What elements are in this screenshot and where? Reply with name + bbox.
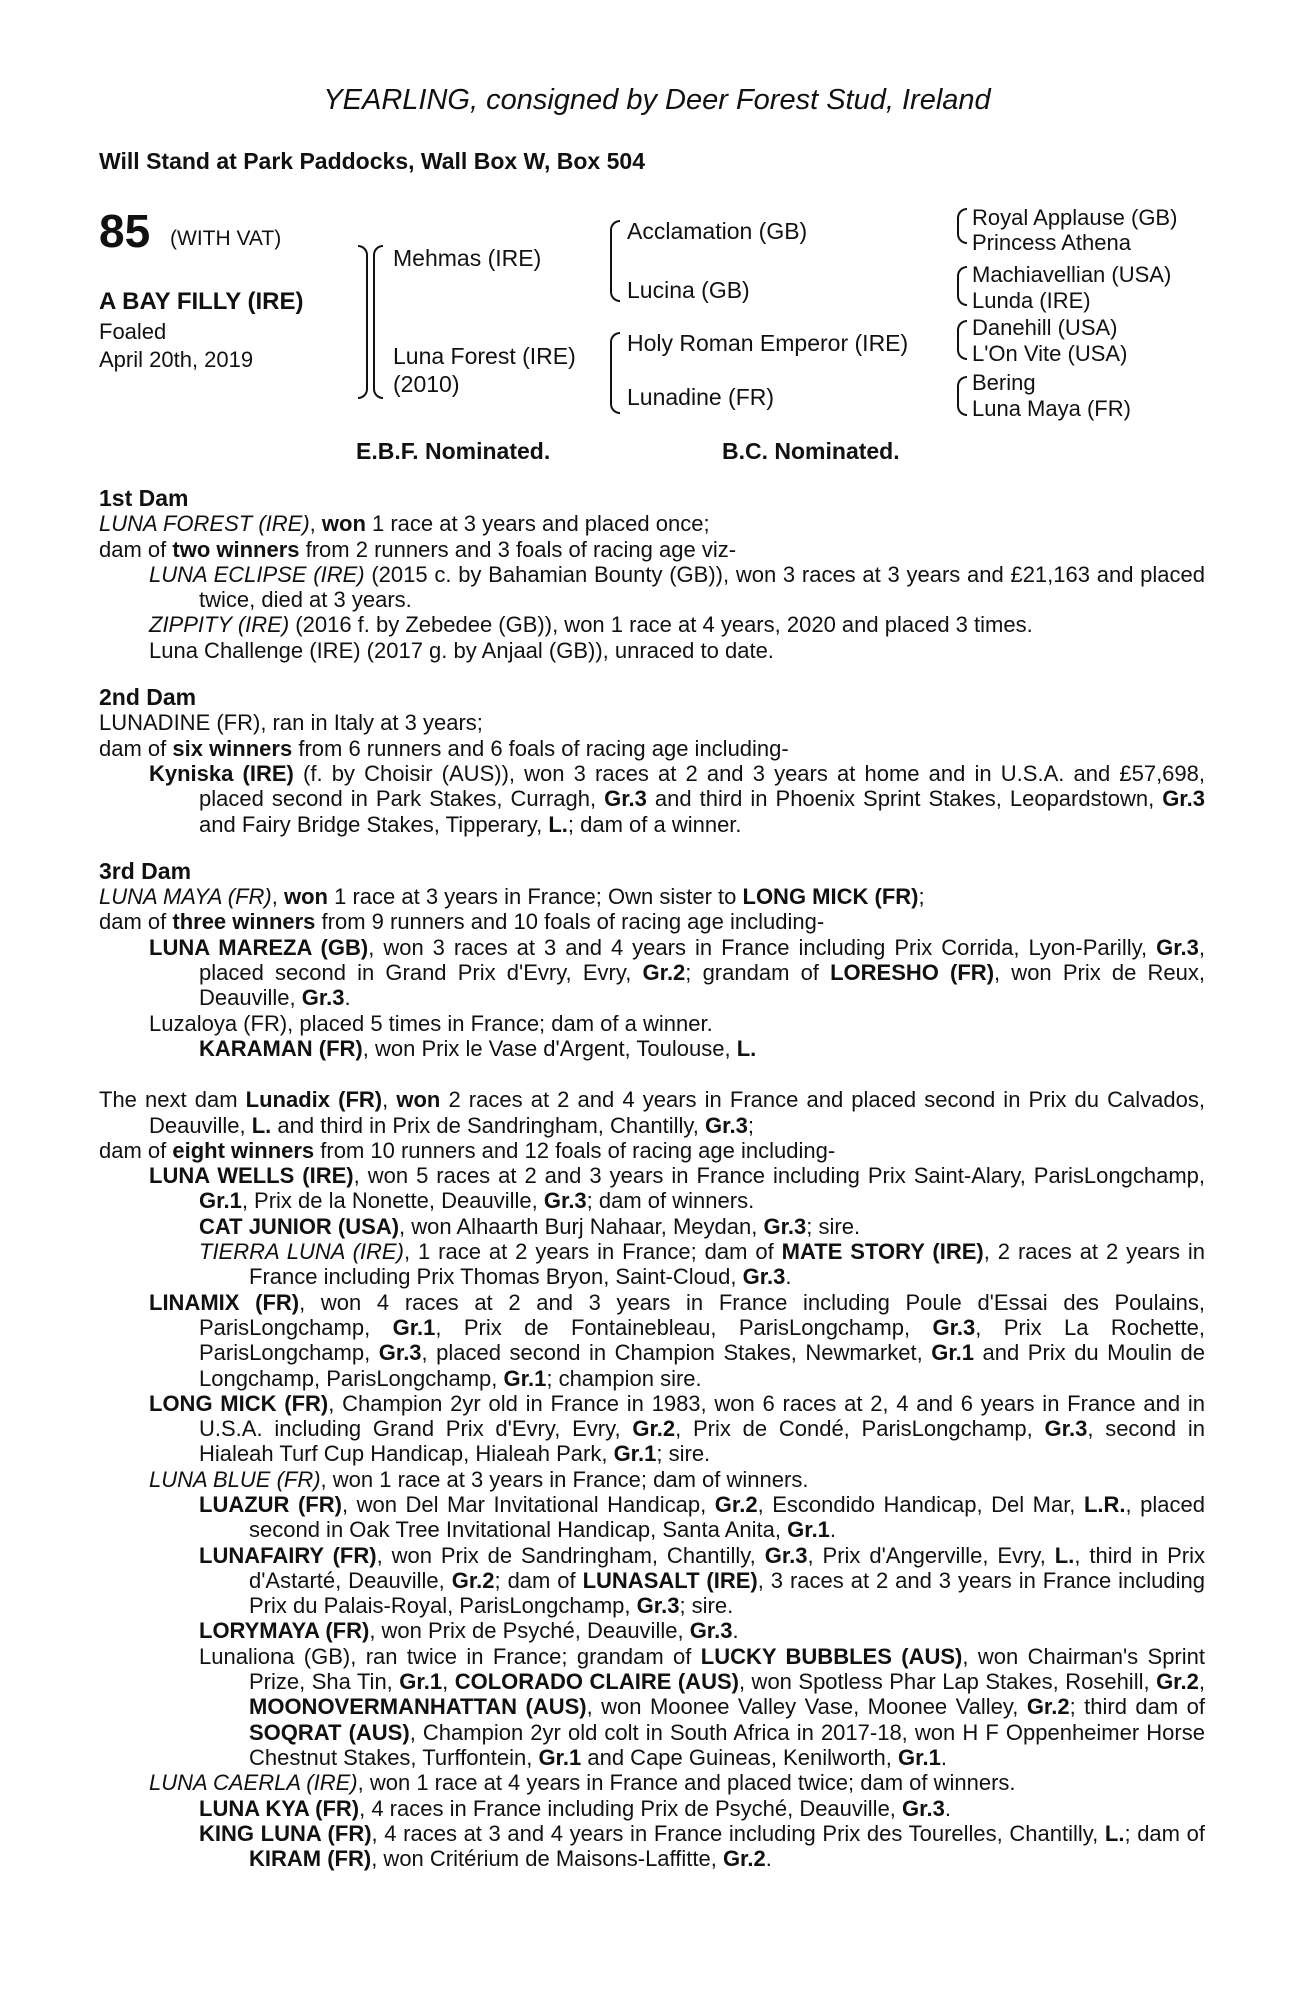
- horse-name: A BAY FILLY (IRE): [99, 288, 304, 315]
- page-title: YEARLING, consigned by Deer Forest Stud, Ireland: [323, 84, 991, 116]
- grade: Gr.3: [604, 786, 647, 812]
- text: , won 1 race at 3 years in France; dam of winners.: [320, 1466, 809, 1492]
- catalogue-body: [99, 486, 1205, 1871]
- text: 1 race at 3 years and placed once;: [365, 511, 710, 537]
- grade: Gr.2: [714, 1491, 758, 1517]
- text: , Champion 2yr old in France in 1983, won 6 races at 2, 4 and 6 years in France and in U.S.A. including Grand Prix d'Evry, Evry,: [199, 1390, 1206, 1442]
- horse-name: LUNASALT (IRE): [582, 1567, 758, 1593]
- dam-line: LUNADINE (FR), ran in Italy at 3 years;: [99, 710, 483, 736]
- ebf-nomination: E.B.F. Nominated.: [356, 438, 551, 464]
- vat-note: (WITH VAT): [170, 227, 282, 250]
- grade: Gr.1: [399, 1669, 443, 1695]
- foaled-label: Foaled: [99, 319, 167, 344]
- grade: L.: [1054, 1542, 1075, 1568]
- text: , won 4 races at 2 and 3 years in France including Poule d'Essai des Poulains, ParisLongchamp,: [199, 1289, 1206, 1340]
- text: , won Prix de Sandringham, Chantilly,: [376, 1542, 765, 1568]
- text: , Prix de Condé, ParisLongchamp,: [675, 1416, 1045, 1442]
- produce-entry: [99, 612, 1205, 637]
- pedigree-brace: [373, 245, 383, 399]
- horse-name: LINAMIX (FR): [149, 1289, 300, 1315]
- text: (2016 f. by Zebedee (GB)), won 1 race at 4 years, 2020 and placed 3 times.: [289, 612, 1033, 638]
- text: .: [829, 1517, 837, 1543]
- horse-name: LUNA MAREZA (GB): [149, 934, 369, 960]
- horse-name: LUNAFAIRY (FR): [199, 1542, 377, 1568]
- grade: Gr.2: [1156, 1669, 1199, 1695]
- grade: Gr.1: [199, 1188, 242, 1214]
- produce-entry: [99, 562, 1205, 613]
- text: ,: [442, 1669, 455, 1695]
- ggd-2: Lunda (IRE): [972, 288, 1091, 313]
- text: (2015 c. by Bahamian Bounty (GB)), won 3 races at 3 years and £21,163 and placed twice, died at 3 years.: [199, 561, 1205, 613]
- sire-name: Mehmas (IRE): [393, 245, 542, 271]
- second-dam-section: [99, 685, 1205, 837]
- produce-entry: [99, 1391, 1205, 1467]
- grade: Gr.1: [931, 1340, 975, 1366]
- text: .: [344, 985, 351, 1011]
- lot-number: 85: [99, 205, 151, 257]
- text: , third in Prix d'Astarté, Deauville,: [249, 1542, 1206, 1593]
- text: dam of: [99, 536, 173, 562]
- text: ;: [918, 884, 925, 910]
- grade: Gr.2: [451, 1567, 495, 1593]
- produce-entry: [99, 1770, 1205, 1795]
- grade: Gr.2: [642, 960, 686, 986]
- text: , 3 races at 2 and 3 years in France including Prix du Palais-Royal, ParisLongchamp,: [249, 1567, 1205, 1619]
- text: ;: [747, 1112, 754, 1138]
- text: , Prix La Rochette, ParisLongchamp,: [199, 1314, 1205, 1366]
- foaled-date: April 20th, 2019: [99, 347, 254, 372]
- horse-name: Kyniska (IRE): [149, 760, 294, 786]
- grade: Gr.2: [722, 1846, 766, 1872]
- grade: Gr.1: [898, 1744, 941, 1770]
- produce-entry: [99, 1618, 1205, 1643]
- text: , 4 races at 3 and 4 years in France including Prix des Tourelles, Chantilly,: [371, 1820, 1105, 1846]
- grade: L.R.: [1083, 1491, 1126, 1517]
- third-dam-section: [99, 859, 1205, 1061]
- text: from 9 runners and 10 foals of racing age including-: [315, 909, 825, 935]
- text: The next dam: [99, 1087, 246, 1113]
- text: , won Critérium de Maisons-Laffitte,: [371, 1846, 723, 1872]
- grade: Gr.3: [1044, 1416, 1088, 1442]
- horse-name: LUAZUR (FR): [199, 1491, 342, 1517]
- produce-entry: [99, 1214, 1205, 1239]
- grade: L.: [1104, 1820, 1125, 1846]
- text: 2 races at 2 and 4 years in France and placed second in Prix du Calvados, Deauville,: [149, 1087, 1205, 1138]
- text: , won Prix de Reux, Deauville,: [199, 960, 1205, 1011]
- horse-name: LONG MICK (FR): [742, 884, 919, 910]
- produce-summary: [99, 736, 1205, 761]
- dam-line: [99, 1087, 1205, 1138]
- horse-name: LUNA ECLIPSE (IRE): [149, 561, 365, 587]
- grade: Gr.1: [787, 1517, 830, 1543]
- text: ; sire.: [679, 1593, 734, 1619]
- grade: Gr.3: [764, 1542, 808, 1568]
- won-text: won: [321, 511, 366, 537]
- grade: L.: [736, 1035, 757, 1061]
- horse-name: COLORADO CLAIRE (AUS): [454, 1669, 739, 1695]
- text: , 2 races at 2 years in France including Prix Thomas Bryon, Saint-Cloud,: [249, 1239, 1206, 1290]
- horse-name: CAT JUNIOR (USA): [199, 1213, 400, 1239]
- grade: Gr.1: [392, 1314, 436, 1340]
- dam-year: (2010): [393, 371, 460, 397]
- text: and third in Phoenix Sprint Stakes, Leopardstown,: [646, 786, 1163, 812]
- text: ,: [382, 1087, 397, 1113]
- horse-name: MATE STORY (IRE): [781, 1239, 984, 1265]
- dam-line: [99, 884, 1205, 909]
- text: ; dam of winners.: [586, 1188, 755, 1214]
- text: from 2 runners and 3 foals of racing age viz-: [299, 536, 737, 562]
- horse-name: LUNA KYA (FR): [199, 1795, 360, 1821]
- pedigree-brace: [957, 320, 967, 360]
- granddam-sire: Lucina (GB): [627, 277, 750, 303]
- grade: Gr.3: [705, 1112, 748, 1138]
- horse-name: LUNA BLUE (FR): [149, 1466, 321, 1492]
- text: and Cape Guineas, Kenilworth,: [581, 1744, 898, 1770]
- grandsire-dam: Holy Roman Emperor (IRE): [627, 330, 909, 356]
- horse-name: LUNA CAERLA (IRE): [149, 1770, 358, 1796]
- grade: Gr.1: [538, 1744, 582, 1770]
- horse-name: MOONOVERMANHATTAN (AUS): [249, 1694, 587, 1720]
- text: , won Moonee Valley Vase, Moonee Valley,: [586, 1694, 1027, 1720]
- produce-summary: [99, 909, 1205, 934]
- produce-summary: [99, 1138, 1205, 1163]
- won-text: won: [284, 884, 328, 910]
- produce-entry: [99, 1644, 1205, 1770]
- winners-count: three winners: [172, 909, 316, 935]
- grade: Gr.1: [503, 1365, 547, 1391]
- granddam-dam: Lunadine (FR): [627, 384, 775, 410]
- grandsire-sire: Acclamation (GB): [627, 218, 808, 244]
- text: ; dam of: [494, 1567, 583, 1593]
- produce-entry: [99, 1467, 1205, 1492]
- horse-name: LORYMAYA (FR): [199, 1618, 370, 1644]
- text: , placed second in Oak Tree Invitational Handicap, Santa Anita,: [249, 1491, 1205, 1543]
- bc-nomination: B.C. Nominated.: [722, 438, 900, 464]
- produce-entry: [99, 1163, 1205, 1214]
- dam-name: LUNA FOREST (IRE): [99, 511, 310, 537]
- horse-name: KIRAM (FR): [249, 1846, 372, 1872]
- text: , second in Hialeah Turf Cup Handicap, Hialeah Park,: [199, 1416, 1206, 1467]
- produce-entry: Luna Challenge (IRE) (2017 g. by Anjaal (GB)), unraced to date.: [149, 637, 774, 663]
- produce-entry: [99, 1796, 1205, 1821]
- text: dam of: [99, 735, 173, 761]
- winners-count: eight winners: [172, 1137, 315, 1163]
- grade: Gr.2: [632, 1416, 676, 1442]
- text: dam of: [99, 909, 173, 935]
- ggd-1: Princess Athena: [972, 230, 1131, 255]
- text: , placed second in Grand Prix d'Evry, Evry,: [199, 934, 1206, 986]
- text: , 1 race at 2 years in France; dam of: [403, 1239, 782, 1265]
- text: ; dam of: [1124, 1820, 1205, 1846]
- text: .: [765, 1846, 772, 1872]
- grade: Gr.3: [763, 1213, 807, 1239]
- grade: Gr.3: [902, 1795, 945, 1821]
- text: .: [785, 1264, 792, 1290]
- produce-entry: [99, 935, 1205, 1011]
- text: and Prix du Moulin de Longchamp, ParisLongchamp,: [199, 1340, 1205, 1391]
- text: , Prix de la Nonette, Deauville,: [241, 1188, 544, 1214]
- produce-entry: [99, 1290, 1205, 1391]
- produce-entry: [99, 761, 1205, 837]
- text: and Fairy Bridge Stakes, Tipperary,: [199, 811, 549, 837]
- grade: Gr.1: [613, 1441, 657, 1467]
- text: , won Alhaarth Burj Nahaar, Meydan,: [399, 1213, 764, 1239]
- ggd-4: Luna Maya (FR): [972, 396, 1131, 421]
- section-heading: 2nd Dam: [99, 684, 197, 711]
- grade: Gr.3: [932, 1314, 976, 1340]
- foaled-info: [99, 318, 253, 374]
- grade: Gr.3: [543, 1188, 587, 1214]
- horse-name: LUCKY BUBBLES (AUS): [700, 1643, 963, 1669]
- horse-name: LONG MICK (FR): [149, 1390, 329, 1416]
- text: , won Prix le Vase d'Argent, Toulouse,: [362, 1035, 737, 1061]
- text: , won Chairman's Sprint Prize, Sha Tin,: [249, 1643, 1205, 1695]
- horse-name: LUNA WELLS (IRE): [149, 1163, 354, 1189]
- text: , won Prix de Psyché, Deauville,: [369, 1618, 690, 1644]
- text: , 4 races in France including Prix de Psyché, Deauville,: [359, 1795, 903, 1821]
- ggs-2: Machiavellian (USA): [972, 262, 1172, 287]
- text: , won 5 races at 2 and 3 years in France including Prix Saint-Alary, ParisLongchamp,: [353, 1163, 1206, 1189]
- text: (f. by Choisir (AUS)), won 3 races at 2 and 3 years at home and in U.S.A. and £57,698, placed second in Park Stakes, Curragh,: [199, 760, 1205, 812]
- pedigree-brace: [610, 332, 620, 414]
- dam-name: Luna Forest (IRE): [393, 343, 576, 369]
- horse-name: TIERRA LUNA (IRE): [199, 1239, 404, 1265]
- grade: Gr.3: [301, 985, 345, 1011]
- grade: Gr.3: [636, 1593, 680, 1619]
- pedigree-brace: [957, 208, 967, 244]
- horse-name: KING LUNA (FR): [199, 1820, 372, 1846]
- text: , Champion 2yr old colt in South Africa in 2017-18, won H F Oppenheimer Horse Chestnut Stakes, Turffontein,: [249, 1719, 1205, 1770]
- text: ; sire.: [806, 1213, 861, 1239]
- text: , Escondido Handicap, Del Mar,: [757, 1491, 1084, 1517]
- ggs-4: Bering: [972, 370, 1036, 395]
- grade: Gr.3: [378, 1340, 422, 1366]
- grade: Gr.3: [689, 1618, 733, 1644]
- text: ; champion sire.: [546, 1365, 702, 1391]
- next-dam-section: [99, 1087, 1205, 1871]
- dam-line: [99, 511, 1205, 536]
- text: from 6 runners and 6 foals of racing age including-: [292, 735, 789, 761]
- text: , placed second in Champion Stakes, Newmarket,: [421, 1340, 932, 1366]
- text: 1 race at 3 years in France; Own sister to: [328, 884, 743, 910]
- pedigree-brace: [957, 376, 967, 416]
- text: , won 1 race at 4 years in France and placed twice; dam of winners.: [357, 1770, 1016, 1796]
- horse-name: SOQRAT (AUS): [249, 1719, 410, 1745]
- produce-summary: [99, 537, 1205, 562]
- text: ,: [1198, 1669, 1205, 1695]
- pedigree-brace: [957, 266, 967, 306]
- text: ; sire.: [656, 1441, 711, 1467]
- text: Lunaliona (GB), ran twice in France; grandam of: [199, 1643, 701, 1669]
- text: ; grandam of: [685, 960, 831, 986]
- produce-entry: [99, 1492, 1205, 1543]
- text: and third in Prix de Sandringham, Chantilly,: [271, 1112, 705, 1138]
- winners-count: two winners: [172, 536, 300, 562]
- won-text: won: [396, 1087, 441, 1113]
- text: , won Del Mar Invitational Handicap,: [341, 1491, 715, 1517]
- text: .: [732, 1618, 739, 1644]
- grade: Gr.3: [742, 1264, 786, 1290]
- grade: L.: [251, 1112, 272, 1138]
- text: ,: [309, 511, 322, 537]
- pedigree-brace: [358, 245, 368, 399]
- text: ; dam of a winner.: [567, 811, 742, 837]
- grade: Gr.3: [1162, 786, 1205, 812]
- text: ,: [271, 884, 284, 910]
- section-heading: 1st Dam: [99, 485, 189, 511]
- text: , Prix de Fontainebleau, ParisLongchamp,: [435, 1314, 933, 1340]
- horse-name: KARAMAN (FR): [199, 1035, 363, 1061]
- text: from 10 runners and 12 foals of racing age including-: [314, 1137, 836, 1163]
- text: .: [944, 1795, 951, 1821]
- ggd-3: L'On Vite (USA): [972, 341, 1128, 366]
- produce-entry: [99, 1036, 1205, 1061]
- produce-entry: [99, 1543, 1205, 1619]
- text: .: [940, 1744, 947, 1770]
- grade: Gr.2: [1026, 1694, 1070, 1720]
- produce-entry: [99, 1239, 1205, 1290]
- text: , won 3 races at 3 and 4 years in France including Prix Corrida, Lyon-Parilly,: [368, 934, 1157, 960]
- pedigree-brace: [610, 220, 620, 302]
- winners-count: six winners: [172, 735, 293, 761]
- section-heading: 3rd Dam: [99, 857, 192, 884]
- horse-name: ZIPPITY (IRE): [149, 612, 290, 638]
- stand-location: Will Stand at Park Paddocks, Wall Box W, Box 504: [99, 148, 645, 174]
- produce-entry: Luzaloya (FR), placed 5 times in France; dam of a winner.: [149, 1010, 713, 1036]
- ggs-3: Danehill (USA): [972, 315, 1118, 340]
- grade: L.: [548, 811, 568, 837]
- text: , won Spotless Phar Lap Stakes, Rosehill,: [738, 1669, 1157, 1695]
- first-dam-section: [99, 486, 1205, 663]
- horse-name: LORESHO (FR): [830, 960, 995, 986]
- text: dam of: [99, 1137, 173, 1163]
- grade: Gr.3: [1156, 934, 1199, 960]
- ggs-1: Royal Applause (GB): [972, 205, 1178, 230]
- dam-name: Lunadix (FR): [245, 1087, 383, 1113]
- text: , Prix d'Angerville, Evry,: [807, 1542, 1055, 1568]
- text: ; third dam of: [1069, 1694, 1205, 1720]
- dam-name: LUNA MAYA (FR): [99, 884, 272, 910]
- produce-entry: [99, 1821, 1205, 1872]
